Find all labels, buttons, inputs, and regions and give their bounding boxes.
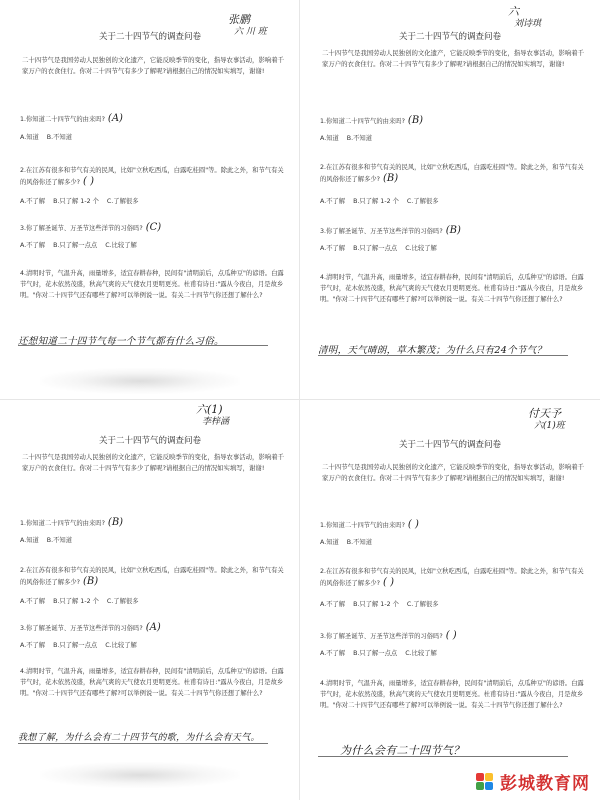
question-4: 4.清明时节，气温升高，雨量增多，适宜春耕春种，民间有"清明前后，点瓜种豆"的谚语。白露节气时，花木依然茂盛，秋高气爽的天气使农月更明更亮。杜甫有诗日:"露从今夜白，月是故乡明。"你对二十四节气还有哪些了解?可以举例说一说。有关二十四节气你还想了解什么?	[320, 274, 584, 303]
survey-intro: 二十四节气是我国劳动人民独创的文化遗产，它能反映季节的变化，指导农事活动，影响着千家万户的衣食住行。你对二十四节气有多少了解呢?请根据自己的情况如实填写，谢谢!	[322, 49, 585, 68]
handwritten-name: 六(1) 李梓涵	[196, 403, 230, 427]
handwritten-answer-q3: (C)	[145, 222, 162, 233]
handwritten-answer-q2: (B)	[83, 576, 99, 587]
question-3: 3.你了解圣诞节、万圣节这些洋节的习俗吗? (C)	[20, 222, 162, 233]
question-3-options: A.不了解 B.只了解一点点 C.比较了解	[320, 245, 437, 252]
survey-sheet-3	[0, 400, 300, 800]
handwritten-answer-q4: 还想知道二十四节气每一个节气都有什么习俗。	[18, 336, 224, 347]
question-4: 4.清明时节，气温升高，雨量增多，适宜春耕春种，民间有"清明前后，点瓜种豆"的谚语。白露节气时，花木依然茂盛，秋高气爽的天气使农月更明更亮。杜甫有诗日:"露从今夜白，月是故乡明。"你对二十四节气还有哪些了解?可以举例说一说。有关二十四节气你还想了解什么?	[20, 270, 284, 299]
handwritten-answer-q4: 为什么会有二十四节气？	[340, 744, 465, 757]
question-2: 2.在江苏有很多和节气有关的民风，比如"立秋吃西瓜，白露吃桂圆"等。除此之外，和节气有关的风俗你还了解多少? (B)	[320, 164, 584, 184]
scan-smudge	[40, 368, 240, 394]
handwritten-answer-q3: ( )	[445, 630, 457, 641]
answer-line	[18, 345, 268, 346]
handwritten-answer-q3: (A)	[145, 622, 161, 633]
question-1: 1.你知道二十四节气的由来吗? (A)	[20, 113, 123, 124]
question-2: 2.在江苏有很多和节气有关的民风，比如"立秋吃西瓜，白露吃桂圆"等。除此之外，和节气有关的风俗你还了解多少? (B)	[20, 567, 284, 587]
books-logo-icon	[476, 773, 496, 791]
question-2-options: A.不了解 B.只了解 1-2 个 C.了解很多	[20, 598, 139, 605]
watermark-text: 彭城教育网	[500, 774, 590, 794]
question-3-options: A.不了解 B.只了解一点点 C.比较了解	[20, 242, 137, 249]
handwritten-answer-q1: (B)	[407, 115, 424, 126]
question-4: 4.清明时节，气温升高，雨量增多，适宜春耕春种，民间有"清明前后，点瓜种豆"的谚语。白露节气时，花木依然茂盛，秋高气爽的天气使农月更明更亮。杜甫有诗日:"露从今夜白，月是故乡明。"你对二十四节气还有哪些了解?可以举例说一说。有关二十四节气你还想了解什么?	[20, 668, 284, 697]
question-2-options: A.不了解 B.只了解 1-2 个 C.了解很多	[320, 198, 439, 205]
question-3: 3.你了解圣诞节、万圣节这些洋节的习俗吗? ( )	[320, 630, 457, 641]
answer-line	[318, 355, 568, 356]
survey-sheet-1	[0, 0, 300, 400]
question-2-options: A.不了解 B.只了解 1-2 个 C.了解很多	[20, 198, 139, 205]
survey-title: 关于二十四节气的调查问卷	[398, 440, 501, 450]
answer-line	[18, 743, 268, 744]
question-4: 4.清明时节，气温升高，雨量增多，适宜春耕春种，民间有"清明前后，点瓜种豆"的谚语。白露节气时，花木依然茂盛，秋高气爽的天气使农月更明更亮。杜甫有诗日:"露从今夜白，月是故乡明。"你对二十四节气还有哪些了解?可以举例说一说。有关二十四节气你还想了解什么?	[320, 680, 584, 709]
survey-intro: 二十四节气是我国劳动人民独创的文化遗产，它能反映季节的变化，指导农事活动，影响着千家万户的衣食住行。你对二十四节气有多少了解呢?请根据自己的情况如实填写，谢谢!	[22, 56, 285, 75]
handwritten-name: 付天予 六(1)班	[528, 407, 565, 431]
handwritten-answer-q1: (B)	[107, 517, 124, 528]
question-3: 3.你了解圣诞节、万圣节这些洋节的习俗吗? (A)	[20, 622, 161, 633]
question-1: 1.你知道二十四节气的由来吗? (B)	[20, 517, 124, 528]
handwritten-name: 六 刘诗琪	[508, 5, 542, 29]
question-1-options: A.知道 B.不知道	[320, 135, 373, 142]
question-2: 2.在江苏有很多和节气有关的民风，比如"立秋吃西瓜，白露吃桂圆"等。除此之外，和节气有关的风俗你还了解多少? ( )	[20, 167, 284, 187]
question-1-options: A.知道 B.不知道	[20, 134, 73, 141]
answer-line	[318, 756, 568, 757]
survey-title: 关于二十四节气的调查问卷	[398, 32, 501, 42]
handwritten-answer-q4: 清明，天气晴朗，草木繁茂；为什么只有24个节气？	[318, 345, 547, 356]
question-1-options: A.知道 B.不知道	[20, 537, 73, 544]
handwritten-answer-q3: (B)	[445, 225, 461, 236]
survey-sheet-4	[300, 400, 600, 800]
survey-title: 关于二十四节气的调查问卷	[98, 436, 201, 446]
question-2: 2.在江苏有很多和节气有关的民风，比如"立秋吃西瓜，白露吃桂圆"等。除此之外，和节气有关的风俗你还了解多少? ( )	[320, 568, 584, 588]
handwritten-answer-q4: 我想了解，为什么会有二十四节气的歌，为什么会有天气。	[18, 733, 260, 743]
scan-smudge	[40, 762, 240, 788]
survey-intro: 二十四节气是我国劳动人民独创的文化遗产，它能反映季节的变化，指导农事活动，影响着千家万户的衣食住行。你对二十四节气有多少了解呢?请根据自己的情况如实填写，谢谢!	[322, 463, 585, 482]
survey-sheet-2	[300, 0, 600, 400]
question-3-options: A.不了解 B.只了解一点点 C.比较了解	[320, 650, 437, 657]
survey-title: 关于二十四节气的调查问卷	[98, 32, 201, 42]
handwritten-name: 张鹏 六 川 班	[228, 13, 267, 37]
survey-intro: 二十四节气是我国劳动人民独创的文化遗产，它能反映季节的变化，指导农事活动，影响着千家万户的衣食住行。你对二十四节气有多少了解呢?请根据自己的情况如实填写，谢谢!	[22, 453, 285, 472]
site-watermark	[476, 769, 590, 794]
question-3: 3.你了解圣诞节、万圣节这些洋节的习俗吗? (B)	[320, 225, 461, 236]
handwritten-answer-q2: ( )	[383, 577, 394, 588]
handwritten-answer-q1: ( )	[407, 519, 419, 530]
question-1: 1.你知道二十四节气的由来吗? ( )	[320, 519, 419, 530]
question-2-options: A.不了解 B.只了解 1-2 个 C.了解很多	[320, 601, 439, 608]
question-1: 1.你知道二十四节气的由来吗? (B)	[320, 115, 424, 126]
handwritten-answer-q2: (B)	[383, 173, 399, 184]
question-3-options: A.不了解 B.只了解一点点 C.比较了解	[20, 642, 137, 649]
question-1-options: A.知道 B.不知道	[320, 539, 373, 546]
handwritten-answer-q2: ( )	[83, 176, 94, 187]
handwritten-answer-q1: (A)	[107, 113, 123, 124]
